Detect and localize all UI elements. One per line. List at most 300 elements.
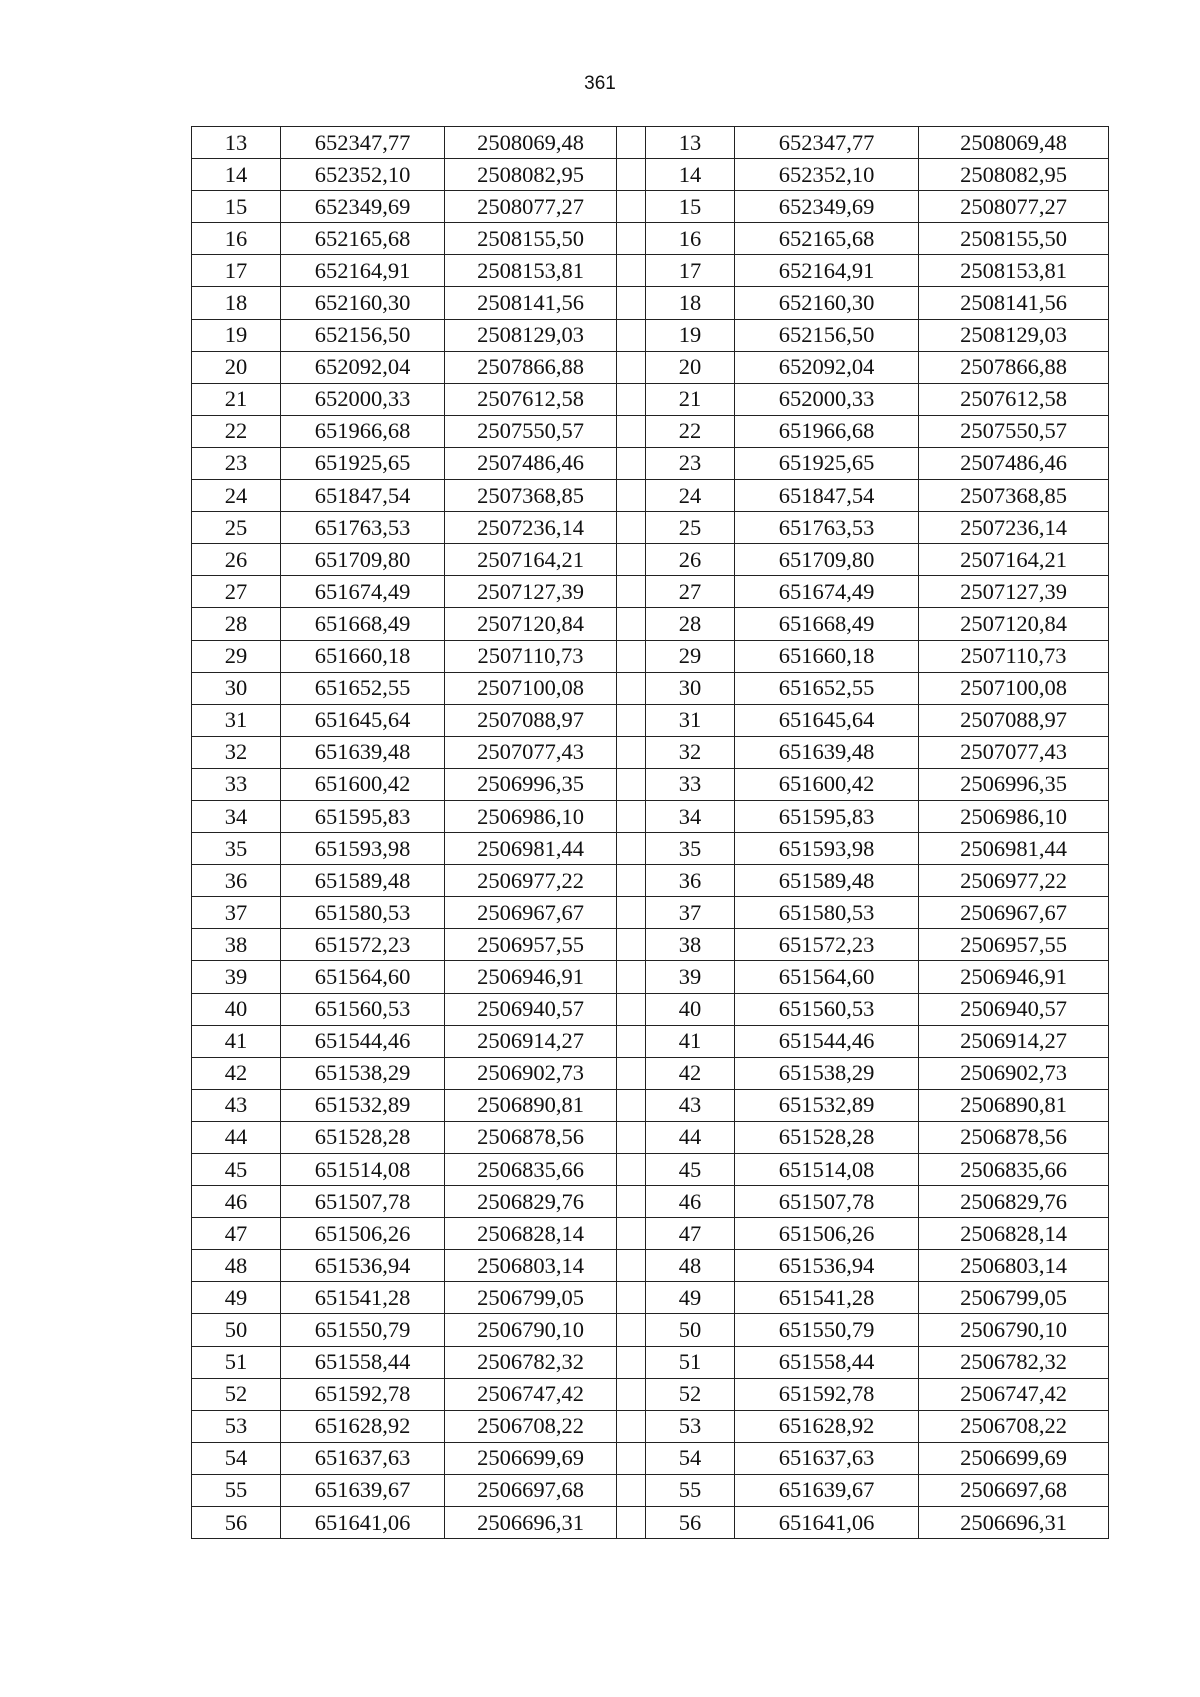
left-point-number-cell: 28 [192, 608, 281, 640]
left-x-coordinate-cell: 651558,44 [281, 1346, 445, 1378]
table-row [192, 159, 1109, 191]
right-x-coordinate-cell: 651593,98 [735, 833, 919, 865]
empty-separator-cell [617, 800, 646, 832]
page-number: 361 [584, 73, 616, 94]
empty-separator-cell [617, 1378, 646, 1410]
left-point-number-cell: 46 [192, 1186, 281, 1218]
right-y-coordinate-cell: 2507164,21 [919, 544, 1109, 576]
left-x-coordinate-cell: 651641,06 [281, 1507, 445, 1539]
empty-separator-cell [617, 608, 646, 640]
left-point-number-cell: 26 [192, 544, 281, 576]
left-x-coordinate-cell: 652164,91 [281, 255, 445, 287]
table-row [192, 447, 1109, 479]
left-x-coordinate-cell: 651538,29 [281, 1057, 445, 1089]
left-point-number-cell: 41 [192, 1025, 281, 1057]
table-row [192, 544, 1109, 576]
right-point-number-cell: 19 [646, 319, 735, 351]
right-y-coordinate-cell: 2507612,58 [919, 383, 1109, 415]
left-y-coordinate-cell: 2506981,44 [445, 833, 617, 865]
right-y-coordinate-cell: 2507866,88 [919, 351, 1109, 383]
right-x-coordinate-cell: 651645,64 [735, 704, 919, 736]
right-y-coordinate-cell: 2506696,31 [919, 1507, 1109, 1539]
right-point-number-cell: 46 [646, 1186, 735, 1218]
right-point-number-cell: 20 [646, 351, 735, 383]
left-y-coordinate-cell: 2506782,32 [445, 1346, 617, 1378]
left-x-coordinate-cell: 651564,60 [281, 961, 445, 993]
table-row [192, 768, 1109, 800]
left-y-coordinate-cell: 2506986,10 [445, 800, 617, 832]
right-y-coordinate-cell: 2506799,05 [919, 1282, 1109, 1314]
left-point-number-cell: 44 [192, 1121, 281, 1153]
right-y-coordinate-cell: 2508155,50 [919, 223, 1109, 255]
right-y-coordinate-cell: 2507100,08 [919, 672, 1109, 704]
empty-separator-cell [617, 544, 646, 576]
right-point-number-cell: 42 [646, 1057, 735, 1089]
left-x-coordinate-cell: 651532,89 [281, 1089, 445, 1121]
left-point-number-cell: 50 [192, 1314, 281, 1346]
empty-separator-cell [617, 191, 646, 223]
right-x-coordinate-cell: 652352,10 [735, 159, 919, 191]
right-y-coordinate-cell: 2506878,56 [919, 1121, 1109, 1153]
left-x-coordinate-cell: 651506,26 [281, 1218, 445, 1250]
table-row [192, 1442, 1109, 1474]
empty-separator-cell [617, 351, 646, 383]
right-y-coordinate-cell: 2507088,97 [919, 704, 1109, 736]
right-y-coordinate-cell: 2508077,27 [919, 191, 1109, 223]
left-y-coordinate-cell: 2508141,56 [445, 287, 617, 319]
empty-separator-cell [617, 415, 646, 447]
right-x-coordinate-cell: 651925,65 [735, 447, 919, 479]
left-y-coordinate-cell: 2506747,42 [445, 1378, 617, 1410]
left-x-coordinate-cell: 651709,80 [281, 544, 445, 576]
left-y-coordinate-cell: 2506803,14 [445, 1250, 617, 1282]
empty-separator-cell [617, 1442, 646, 1474]
left-x-coordinate-cell: 652352,10 [281, 159, 445, 191]
left-x-coordinate-cell: 651637,63 [281, 1442, 445, 1474]
left-point-number-cell: 29 [192, 640, 281, 672]
right-y-coordinate-cell: 2506914,27 [919, 1025, 1109, 1057]
left-x-coordinate-cell: 652349,69 [281, 191, 445, 223]
left-point-number-cell: 49 [192, 1282, 281, 1314]
empty-separator-cell [617, 383, 646, 415]
right-y-coordinate-cell: 2508153,81 [919, 255, 1109, 287]
left-point-number-cell: 25 [192, 512, 281, 544]
left-y-coordinate-cell: 2506967,67 [445, 897, 617, 929]
right-point-number-cell: 18 [646, 287, 735, 319]
right-x-coordinate-cell: 651560,53 [735, 993, 919, 1025]
left-y-coordinate-cell: 2508129,03 [445, 319, 617, 351]
left-x-coordinate-cell: 651639,67 [281, 1474, 445, 1506]
table-row [192, 576, 1109, 608]
right-x-coordinate-cell: 652165,68 [735, 223, 919, 255]
left-point-number-cell: 22 [192, 415, 281, 447]
right-point-number-cell: 26 [646, 544, 735, 576]
left-y-coordinate-cell: 2507866,88 [445, 351, 617, 383]
right-y-coordinate-cell: 2506828,14 [919, 1218, 1109, 1250]
right-x-coordinate-cell: 651709,80 [735, 544, 919, 576]
table-row [192, 1154, 1109, 1186]
right-x-coordinate-cell: 652000,33 [735, 383, 919, 415]
left-y-coordinate-cell: 2507127,39 [445, 576, 617, 608]
empty-separator-cell [617, 1314, 646, 1346]
right-y-coordinate-cell: 2508129,03 [919, 319, 1109, 351]
left-y-coordinate-cell: 2506890,81 [445, 1089, 617, 1121]
left-x-coordinate-cell: 651966,68 [281, 415, 445, 447]
left-y-coordinate-cell: 2507088,97 [445, 704, 617, 736]
empty-separator-cell [617, 223, 646, 255]
left-y-coordinate-cell: 2507077,43 [445, 736, 617, 768]
table-row [192, 672, 1109, 704]
empty-separator-cell [617, 704, 646, 736]
empty-separator-cell [617, 1057, 646, 1089]
table-row [192, 287, 1109, 319]
left-point-number-cell: 43 [192, 1089, 281, 1121]
left-x-coordinate-cell: 651925,65 [281, 447, 445, 479]
right-point-number-cell: 37 [646, 897, 735, 929]
left-y-coordinate-cell: 2508153,81 [445, 255, 617, 287]
right-y-coordinate-cell: 2507550,57 [919, 415, 1109, 447]
left-x-coordinate-cell: 651674,49 [281, 576, 445, 608]
right-point-number-cell: 35 [646, 833, 735, 865]
empty-separator-cell [617, 447, 646, 479]
table-row [192, 640, 1109, 672]
right-point-number-cell: 17 [646, 255, 735, 287]
right-point-number-cell: 43 [646, 1089, 735, 1121]
left-y-coordinate-cell: 2506878,56 [445, 1121, 617, 1153]
left-point-number-cell: 36 [192, 865, 281, 897]
right-y-coordinate-cell: 2508082,95 [919, 159, 1109, 191]
right-x-coordinate-cell: 651514,08 [735, 1154, 919, 1186]
right-x-coordinate-cell: 651668,49 [735, 608, 919, 640]
left-x-coordinate-cell: 651550,79 [281, 1314, 445, 1346]
right-point-number-cell: 56 [646, 1507, 735, 1539]
left-y-coordinate-cell: 2506902,73 [445, 1057, 617, 1089]
left-point-number-cell: 21 [192, 383, 281, 415]
left-y-coordinate-cell: 2506699,69 [445, 1442, 617, 1474]
right-x-coordinate-cell: 652349,69 [735, 191, 919, 223]
right-point-number-cell: 33 [646, 768, 735, 800]
right-y-coordinate-cell: 2506977,22 [919, 865, 1109, 897]
right-point-number-cell: 53 [646, 1410, 735, 1442]
table-row [192, 1282, 1109, 1314]
empty-separator-cell [617, 1121, 646, 1153]
left-x-coordinate-cell: 652347,77 [281, 127, 445, 159]
table-row [192, 1218, 1109, 1250]
right-x-coordinate-cell: 651600,42 [735, 768, 919, 800]
table-row [192, 1089, 1109, 1121]
table-row [192, 1507, 1109, 1539]
right-point-number-cell: 23 [646, 447, 735, 479]
left-x-coordinate-cell: 651639,48 [281, 736, 445, 768]
right-point-number-cell: 39 [646, 961, 735, 993]
left-y-coordinate-cell: 2507550,57 [445, 415, 617, 447]
empty-separator-cell [617, 287, 646, 319]
table-row [192, 993, 1109, 1025]
right-y-coordinate-cell: 2506708,22 [919, 1410, 1109, 1442]
right-y-coordinate-cell: 2506803,14 [919, 1250, 1109, 1282]
right-x-coordinate-cell: 651532,89 [735, 1089, 919, 1121]
right-x-coordinate-cell: 652164,91 [735, 255, 919, 287]
left-y-coordinate-cell: 2506914,27 [445, 1025, 617, 1057]
table-row [192, 897, 1109, 929]
right-x-coordinate-cell: 651506,26 [735, 1218, 919, 1250]
empty-separator-cell [617, 159, 646, 191]
right-y-coordinate-cell: 2506747,42 [919, 1378, 1109, 1410]
table-row [192, 736, 1109, 768]
right-y-coordinate-cell: 2506835,66 [919, 1154, 1109, 1186]
left-x-coordinate-cell: 651660,18 [281, 640, 445, 672]
empty-separator-cell [617, 1250, 646, 1282]
right-x-coordinate-cell: 651641,06 [735, 1507, 919, 1539]
left-y-coordinate-cell: 2506829,76 [445, 1186, 617, 1218]
right-point-number-cell: 44 [646, 1121, 735, 1153]
left-y-coordinate-cell: 2506828,14 [445, 1218, 617, 1250]
right-point-number-cell: 41 [646, 1025, 735, 1057]
empty-separator-cell [617, 1154, 646, 1186]
right-point-number-cell: 34 [646, 800, 735, 832]
empty-separator-cell [617, 1282, 646, 1314]
empty-separator-cell [617, 929, 646, 961]
left-y-coordinate-cell: 2507110,73 [445, 640, 617, 672]
right-y-coordinate-cell: 2507120,84 [919, 608, 1109, 640]
left-point-number-cell: 53 [192, 1410, 281, 1442]
table-row [192, 800, 1109, 832]
right-y-coordinate-cell: 2508069,48 [919, 127, 1109, 159]
left-y-coordinate-cell: 2506996,35 [445, 768, 617, 800]
right-x-coordinate-cell: 651639,48 [735, 736, 919, 768]
left-x-coordinate-cell: 652000,33 [281, 383, 445, 415]
empty-separator-cell [617, 1186, 646, 1218]
left-y-coordinate-cell: 2506708,22 [445, 1410, 617, 1442]
left-x-coordinate-cell: 651536,94 [281, 1250, 445, 1282]
right-y-coordinate-cell: 2506981,44 [919, 833, 1109, 865]
empty-separator-cell [617, 1346, 646, 1378]
left-y-coordinate-cell: 2507120,84 [445, 608, 617, 640]
left-point-number-cell: 47 [192, 1218, 281, 1250]
left-y-coordinate-cell: 2508077,27 [445, 191, 617, 223]
left-point-number-cell: 13 [192, 127, 281, 159]
table-row [192, 929, 1109, 961]
left-x-coordinate-cell: 651528,28 [281, 1121, 445, 1153]
left-point-number-cell: 48 [192, 1250, 281, 1282]
right-x-coordinate-cell: 651558,44 [735, 1346, 919, 1378]
right-x-coordinate-cell: 651592,78 [735, 1378, 919, 1410]
left-point-number-cell: 55 [192, 1474, 281, 1506]
left-x-coordinate-cell: 651544,46 [281, 1025, 445, 1057]
left-y-coordinate-cell: 2506799,05 [445, 1282, 617, 1314]
left-y-coordinate-cell: 2508155,50 [445, 223, 617, 255]
table-row [192, 1314, 1109, 1346]
left-x-coordinate-cell: 651514,08 [281, 1154, 445, 1186]
right-y-coordinate-cell: 2506946,91 [919, 961, 1109, 993]
right-point-number-cell: 13 [646, 127, 735, 159]
empty-separator-cell [617, 865, 646, 897]
left-x-coordinate-cell: 651847,54 [281, 480, 445, 512]
left-y-coordinate-cell: 2506940,57 [445, 993, 617, 1025]
left-x-coordinate-cell: 651541,28 [281, 1282, 445, 1314]
right-point-number-cell: 21 [646, 383, 735, 415]
empty-separator-cell [617, 576, 646, 608]
right-y-coordinate-cell: 2506790,10 [919, 1314, 1109, 1346]
table-row [192, 415, 1109, 447]
empty-separator-cell [617, 512, 646, 544]
right-x-coordinate-cell: 651544,46 [735, 1025, 919, 1057]
left-point-number-cell: 42 [192, 1057, 281, 1089]
right-x-coordinate-cell: 651660,18 [735, 640, 919, 672]
left-x-coordinate-cell: 651763,53 [281, 512, 445, 544]
right-y-coordinate-cell: 2506699,69 [919, 1442, 1109, 1474]
left-x-coordinate-cell: 651589,48 [281, 865, 445, 897]
right-y-coordinate-cell: 2507368,85 [919, 480, 1109, 512]
right-point-number-cell: 49 [646, 1282, 735, 1314]
table-row [192, 191, 1109, 223]
right-y-coordinate-cell: 2507127,39 [919, 576, 1109, 608]
left-point-number-cell: 40 [192, 993, 281, 1025]
right-point-number-cell: 30 [646, 672, 735, 704]
right-point-number-cell: 36 [646, 865, 735, 897]
left-y-coordinate-cell: 2506946,91 [445, 961, 617, 993]
right-y-coordinate-cell: 2506829,76 [919, 1186, 1109, 1218]
right-y-coordinate-cell: 2507486,46 [919, 447, 1109, 479]
left-point-number-cell: 45 [192, 1154, 281, 1186]
left-x-coordinate-cell: 652165,68 [281, 223, 445, 255]
left-x-coordinate-cell: 651580,53 [281, 897, 445, 929]
left-point-number-cell: 18 [192, 287, 281, 319]
table-row [192, 1474, 1109, 1506]
left-point-number-cell: 16 [192, 223, 281, 255]
right-point-number-cell: 47 [646, 1218, 735, 1250]
left-x-coordinate-cell: 651592,78 [281, 1378, 445, 1410]
left-point-number-cell: 33 [192, 768, 281, 800]
right-y-coordinate-cell: 2507077,43 [919, 736, 1109, 768]
right-y-coordinate-cell: 2506996,35 [919, 768, 1109, 800]
empty-separator-cell [617, 897, 646, 929]
right-x-coordinate-cell: 652156,50 [735, 319, 919, 351]
left-x-coordinate-cell: 652156,50 [281, 319, 445, 351]
left-x-coordinate-cell: 651593,98 [281, 833, 445, 865]
left-point-number-cell: 23 [192, 447, 281, 479]
right-x-coordinate-cell: 651637,63 [735, 1442, 919, 1474]
table-row [192, 383, 1109, 415]
empty-separator-cell [617, 319, 646, 351]
right-x-coordinate-cell: 651966,68 [735, 415, 919, 447]
right-x-coordinate-cell: 651639,67 [735, 1474, 919, 1506]
left-point-number-cell: 17 [192, 255, 281, 287]
table-row [192, 512, 1109, 544]
left-point-number-cell: 35 [192, 833, 281, 865]
right-x-coordinate-cell: 651564,60 [735, 961, 919, 993]
right-y-coordinate-cell: 2506782,32 [919, 1346, 1109, 1378]
right-x-coordinate-cell: 651595,83 [735, 800, 919, 832]
empty-separator-cell [617, 736, 646, 768]
left-y-coordinate-cell: 2506697,68 [445, 1474, 617, 1506]
left-point-number-cell: 14 [192, 159, 281, 191]
right-x-coordinate-cell: 651652,55 [735, 672, 919, 704]
table-row [192, 865, 1109, 897]
table-row [192, 1346, 1109, 1378]
left-y-coordinate-cell: 2507164,21 [445, 544, 617, 576]
right-y-coordinate-cell: 2506902,73 [919, 1057, 1109, 1089]
right-point-number-cell: 14 [646, 159, 735, 191]
right-point-number-cell: 27 [646, 576, 735, 608]
table-row [192, 1410, 1109, 1442]
right-x-coordinate-cell: 651572,23 [735, 929, 919, 961]
left-x-coordinate-cell: 651560,53 [281, 993, 445, 1025]
right-y-coordinate-cell: 2507236,14 [919, 512, 1109, 544]
right-x-coordinate-cell: 651541,28 [735, 1282, 919, 1314]
table-row [192, 223, 1109, 255]
left-y-coordinate-cell: 2507486,46 [445, 447, 617, 479]
left-y-coordinate-cell: 2506696,31 [445, 1507, 617, 1539]
right-point-number-cell: 52 [646, 1378, 735, 1410]
right-point-number-cell: 32 [646, 736, 735, 768]
empty-separator-cell [617, 1507, 646, 1539]
empty-separator-cell [617, 1089, 646, 1121]
left-point-number-cell: 54 [192, 1442, 281, 1474]
right-x-coordinate-cell: 651528,28 [735, 1121, 919, 1153]
empty-separator-cell [617, 1218, 646, 1250]
empty-separator-cell [617, 1025, 646, 1057]
right-point-number-cell: 50 [646, 1314, 735, 1346]
table-row [192, 1250, 1109, 1282]
right-point-number-cell: 40 [646, 993, 735, 1025]
empty-separator-cell [617, 961, 646, 993]
right-x-coordinate-cell: 652092,04 [735, 351, 919, 383]
right-y-coordinate-cell: 2508141,56 [919, 287, 1109, 319]
right-point-number-cell: 22 [646, 415, 735, 447]
table-row [192, 833, 1109, 865]
empty-separator-cell [617, 1410, 646, 1442]
table-row [192, 351, 1109, 383]
right-x-coordinate-cell: 651507,78 [735, 1186, 919, 1218]
left-point-number-cell: 32 [192, 736, 281, 768]
left-point-number-cell: 24 [192, 480, 281, 512]
right-x-coordinate-cell: 651847,54 [735, 480, 919, 512]
left-point-number-cell: 30 [192, 672, 281, 704]
right-point-number-cell: 25 [646, 512, 735, 544]
left-point-number-cell: 38 [192, 929, 281, 961]
coordinates-table [191, 126, 1109, 1539]
table-row [192, 255, 1109, 287]
right-point-number-cell: 48 [646, 1250, 735, 1282]
right-y-coordinate-cell: 2506697,68 [919, 1474, 1109, 1506]
table-row [192, 1025, 1109, 1057]
left-point-number-cell: 20 [192, 351, 281, 383]
left-y-coordinate-cell: 2507368,85 [445, 480, 617, 512]
right-point-number-cell: 55 [646, 1474, 735, 1506]
table-row [192, 1057, 1109, 1089]
right-point-number-cell: 51 [646, 1346, 735, 1378]
empty-separator-cell [617, 480, 646, 512]
right-x-coordinate-cell: 651674,49 [735, 576, 919, 608]
left-point-number-cell: 27 [192, 576, 281, 608]
right-y-coordinate-cell: 2506957,55 [919, 929, 1109, 961]
table-row [192, 127, 1109, 159]
empty-separator-cell [617, 1474, 646, 1506]
left-x-coordinate-cell: 651595,83 [281, 800, 445, 832]
left-point-number-cell: 51 [192, 1346, 281, 1378]
left-x-coordinate-cell: 651668,49 [281, 608, 445, 640]
left-y-coordinate-cell: 2508069,48 [445, 127, 617, 159]
table-row [192, 1121, 1109, 1153]
right-point-number-cell: 16 [646, 223, 735, 255]
right-y-coordinate-cell: 2507110,73 [919, 640, 1109, 672]
right-x-coordinate-cell: 651580,53 [735, 897, 919, 929]
table-row [192, 608, 1109, 640]
left-point-number-cell: 39 [192, 961, 281, 993]
table-row [192, 704, 1109, 736]
right-x-coordinate-cell: 651536,94 [735, 1250, 919, 1282]
